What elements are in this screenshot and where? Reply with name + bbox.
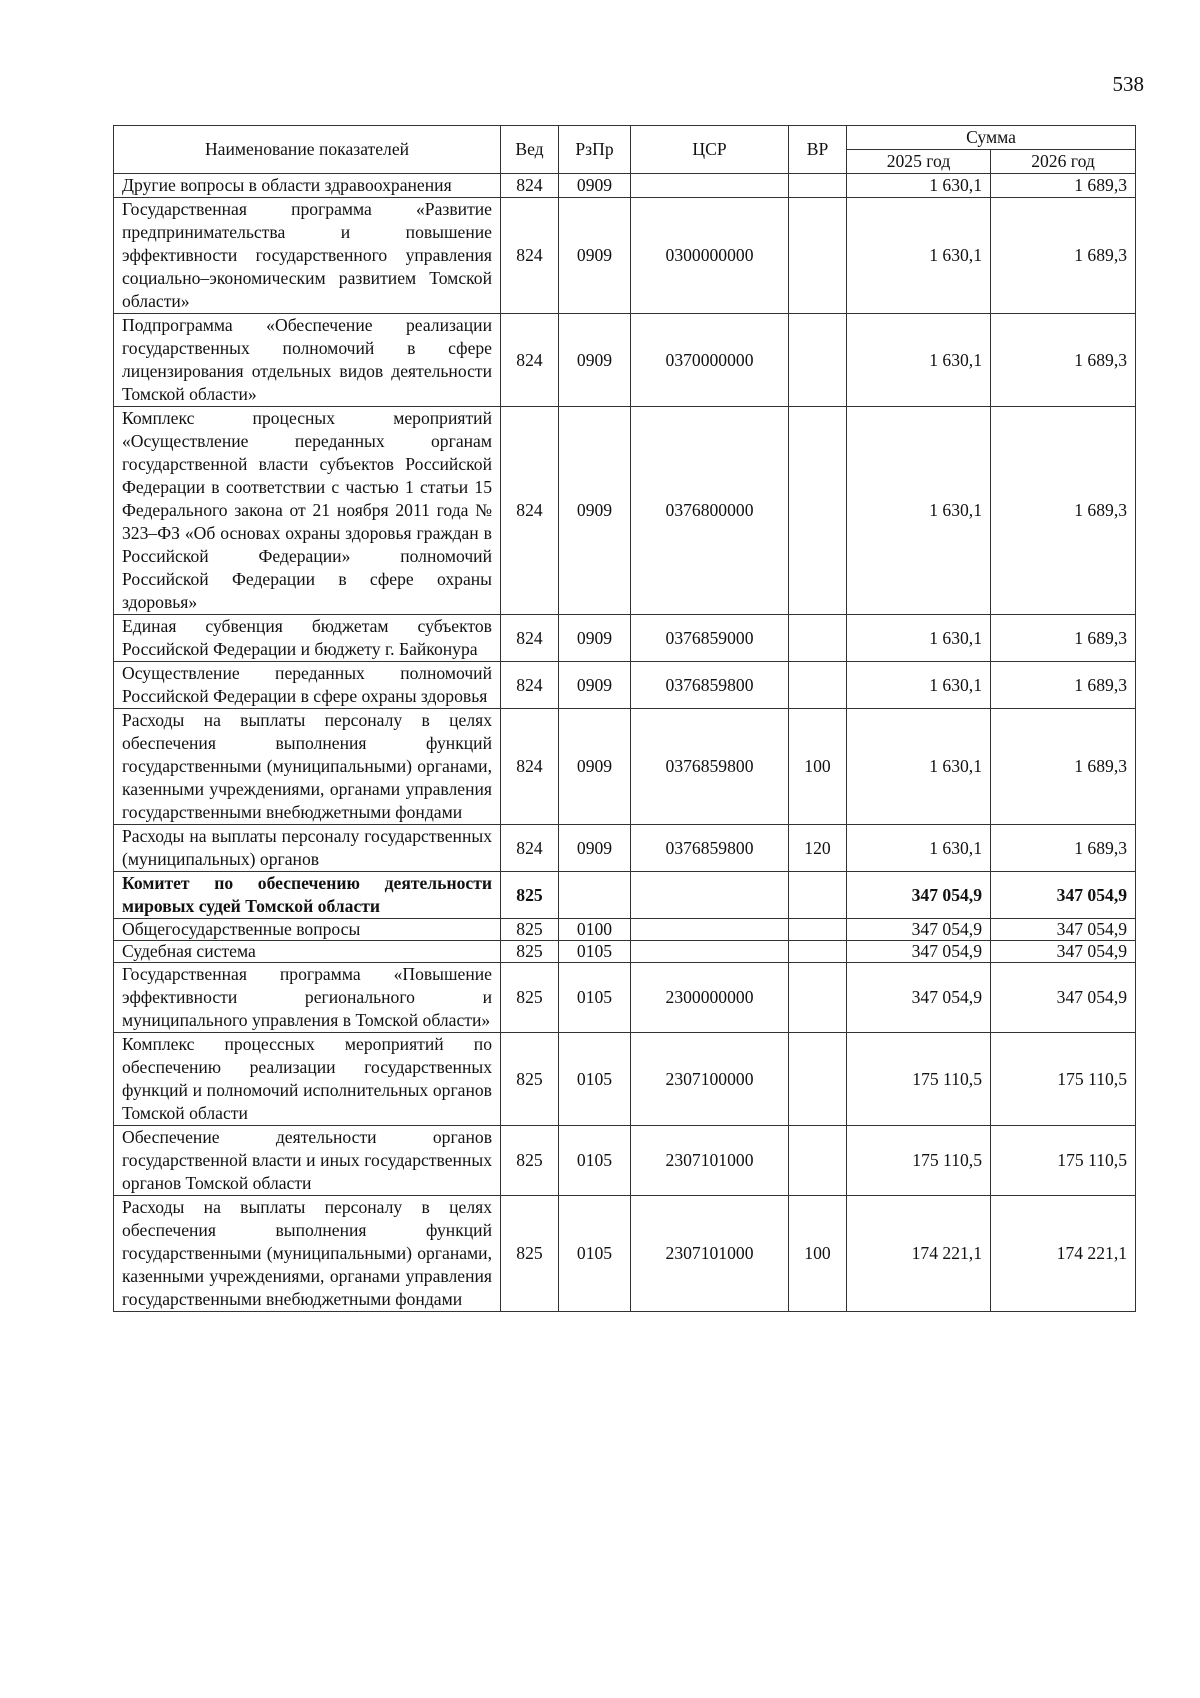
row-ved: 824 xyxy=(501,662,559,709)
row-rzpr: 0105 xyxy=(559,1126,631,1196)
row-sum-2025: 1 630,1 xyxy=(847,615,991,662)
row-ved: 824 xyxy=(501,709,559,825)
row-sum-2025: 347 054,9 xyxy=(847,872,991,919)
row-name: Расходы на выплаты персоналу в целях обеспечения выполнения функций государственными (муниципальными) органами, казенными учреждениями, органами управления государственными внебюджетными фондами xyxy=(114,1196,501,1312)
row-name: Расходы на выплаты персоналу государственных (муниципальных) органов xyxy=(114,825,501,872)
header-sum: Сумма xyxy=(847,126,1136,150)
row-csr: 0376859800 xyxy=(631,825,789,872)
row-vr xyxy=(789,963,847,1033)
row-sum-2026: 347 054,9 xyxy=(991,941,1136,963)
row-vr xyxy=(789,198,847,314)
row-rzpr: 0909 xyxy=(559,662,631,709)
row-ved: 824 xyxy=(501,407,559,615)
row-vr: 120 xyxy=(789,825,847,872)
header-ved: Вед xyxy=(501,126,559,174)
row-rzpr: 0909 xyxy=(559,174,631,198)
row-rzpr: 0909 xyxy=(559,407,631,615)
row-rzpr: 0100 xyxy=(559,919,631,941)
row-csr xyxy=(631,941,789,963)
row-name: Единая субвенция бюджетам субъектов Российской Федерации и бюджету г. Байконура xyxy=(114,615,501,662)
table-row xyxy=(114,174,1136,198)
row-csr xyxy=(631,872,789,919)
row-ved: 825 xyxy=(501,941,559,963)
row-vr xyxy=(789,615,847,662)
row-rzpr: 0909 xyxy=(559,314,631,407)
row-ved: 824 xyxy=(501,615,559,662)
row-csr: 0376859800 xyxy=(631,709,789,825)
row-sum-2025: 1 630,1 xyxy=(847,709,991,825)
row-vr xyxy=(789,174,847,198)
row-sum-2026: 1 689,3 xyxy=(991,198,1136,314)
row-rzpr: 0909 xyxy=(559,198,631,314)
row-csr: 0376859800 xyxy=(631,662,789,709)
row-csr: 0376800000 xyxy=(631,407,789,615)
row-name: Судебная система xyxy=(114,941,501,963)
row-sum-2025: 1 630,1 xyxy=(847,825,991,872)
row-ved: 825 xyxy=(501,872,559,919)
row-vr xyxy=(789,919,847,941)
row-sum-2026: 175 110,5 xyxy=(991,1126,1136,1196)
row-vr xyxy=(789,1126,847,1196)
row-sum-2026: 347 054,9 xyxy=(991,963,1136,1033)
row-rzpr: 0105 xyxy=(559,963,631,1033)
row-sum-2025: 347 054,9 xyxy=(847,941,991,963)
table-row xyxy=(114,919,1136,941)
row-name: Расходы на выплаты персоналу в целях обеспечения выполнения функций государственными (муниципальными) органами, казенными учреждениями, органами управления государственными внебюджетными фондами xyxy=(114,709,501,825)
row-name: Комитет по обеспечению деятельности мировых судей Томской области xyxy=(114,872,501,919)
row-csr: 2307101000 xyxy=(631,1126,789,1196)
header-vr: ВР xyxy=(789,126,847,174)
row-vr xyxy=(789,314,847,407)
row-vr xyxy=(789,941,847,963)
row-csr: 2307100000 xyxy=(631,1033,789,1126)
table-row xyxy=(114,963,1136,1033)
row-vr xyxy=(789,407,847,615)
row-vr xyxy=(789,662,847,709)
table-row xyxy=(114,314,1136,407)
row-vr xyxy=(789,1033,847,1126)
table-row xyxy=(114,1196,1136,1312)
row-name: Комплекс процесных мероприятий «Осуществление переданных органам государственной власти субъектов Российской Федерации в соответствии с частью 1 статьи 15 Федерального закона от 21 ноября 2011 года № 323–ФЗ «Об основах охраны здоровья граждан в Российской Федерации» полномочий Российской Федерации в сфере охраны здоровья» xyxy=(114,407,501,615)
row-vr: 100 xyxy=(789,1196,847,1312)
row-sum-2025: 1 630,1 xyxy=(847,407,991,615)
row-sum-2025: 347 054,9 xyxy=(847,963,991,1033)
header-2025: 2025 год xyxy=(847,150,991,174)
row-sum-2026: 174 221,1 xyxy=(991,1196,1136,1312)
row-sum-2025: 347 054,9 xyxy=(847,919,991,941)
row-sum-2025: 1 630,1 xyxy=(847,314,991,407)
row-csr xyxy=(631,919,789,941)
row-name: Другие вопросы в области здравоохранения xyxy=(114,174,501,198)
row-rzpr: 0105 xyxy=(559,941,631,963)
row-ved: 825 xyxy=(501,963,559,1033)
row-ved: 824 xyxy=(501,174,559,198)
table-row xyxy=(114,407,1136,615)
row-sum-2026: 1 689,3 xyxy=(991,314,1136,407)
row-sum-2025: 1 630,1 xyxy=(847,662,991,709)
row-ved: 825 xyxy=(501,1126,559,1196)
row-sum-2026: 175 110,5 xyxy=(991,1033,1136,1126)
table-row xyxy=(114,941,1136,963)
row-sum-2026: 347 054,9 xyxy=(991,919,1136,941)
row-ved: 825 xyxy=(501,1033,559,1126)
header-2026: 2026 год xyxy=(991,150,1136,174)
table-row xyxy=(114,709,1136,825)
table-row xyxy=(114,615,1136,662)
table-row xyxy=(114,1033,1136,1126)
row-rzpr xyxy=(559,872,631,919)
row-name: Осуществление переданных полномочий Российской Федерации в сфере охраны здоровья xyxy=(114,662,501,709)
row-vr xyxy=(789,872,847,919)
row-sum-2025: 175 110,5 xyxy=(847,1126,991,1196)
row-name: Комплекс процессных мероприятий по обеспечению реализации государственных функций и полномочий исполнительных органов Томской области xyxy=(114,1033,501,1126)
row-sum-2026: 1 689,3 xyxy=(991,662,1136,709)
row-sum-2026: 347 054,9 xyxy=(991,872,1136,919)
row-sum-2026: 1 689,3 xyxy=(991,615,1136,662)
row-sum-2025: 1 630,1 xyxy=(847,198,991,314)
row-rzpr: 0909 xyxy=(559,825,631,872)
row-rzpr: 0105 xyxy=(559,1033,631,1126)
row-name: Государственная программа «Развитие предпринимательства и повышение эффективности государственного управления социально–экономическим развитием Томской области» xyxy=(114,198,501,314)
table-row xyxy=(114,198,1136,314)
row-vr: 100 xyxy=(789,709,847,825)
row-csr: 2307101000 xyxy=(631,1196,789,1312)
row-ved: 824 xyxy=(501,825,559,872)
table-row xyxy=(114,825,1136,872)
row-name: Государственная программа «Повышение эффективности регионального и муниципального управления в Томской области» xyxy=(114,963,501,1033)
row-csr: 0376859000 xyxy=(631,615,789,662)
row-sum-2026: 1 689,3 xyxy=(991,174,1136,198)
row-name: Подпрограмма «Обеспечение реализации государственных полномочий в сфере лицензирования отдельных видов деятельности Томской области» xyxy=(114,314,501,407)
row-csr: 0370000000 xyxy=(631,314,789,407)
header-name: Наименование показателей xyxy=(114,126,501,174)
table-row xyxy=(114,662,1136,709)
table-row xyxy=(114,1126,1136,1196)
row-sum-2025: 1 630,1 xyxy=(847,174,991,198)
row-sum-2026: 1 689,3 xyxy=(991,825,1136,872)
row-sum-2025: 175 110,5 xyxy=(847,1033,991,1126)
row-csr: 0300000000 xyxy=(631,198,789,314)
page-number: 538 xyxy=(1112,72,1144,96)
row-csr xyxy=(631,174,789,198)
row-ved: 825 xyxy=(501,1196,559,1312)
row-ved: 824 xyxy=(501,314,559,407)
table-row xyxy=(114,872,1136,919)
row-ved: 824 xyxy=(501,198,559,314)
header-rzpr: РзПр xyxy=(559,126,631,174)
row-sum-2025: 174 221,1 xyxy=(847,1196,991,1312)
row-name: Общегосударственные вопросы xyxy=(114,919,501,941)
row-rzpr: 0909 xyxy=(559,709,631,825)
row-rzpr: 0909 xyxy=(559,615,631,662)
row-sum-2026: 1 689,3 xyxy=(991,407,1136,615)
row-sum-2026: 1 689,3 xyxy=(991,709,1136,825)
row-ved: 825 xyxy=(501,919,559,941)
row-rzpr: 0105 xyxy=(559,1196,631,1312)
header-csr: ЦСР xyxy=(631,126,789,174)
row-csr: 2300000000 xyxy=(631,963,789,1033)
row-name: Обеспечение деятельности органов государственной власти и иных государственных органов Томской области xyxy=(114,1126,501,1196)
budget-table xyxy=(113,125,1136,1312)
